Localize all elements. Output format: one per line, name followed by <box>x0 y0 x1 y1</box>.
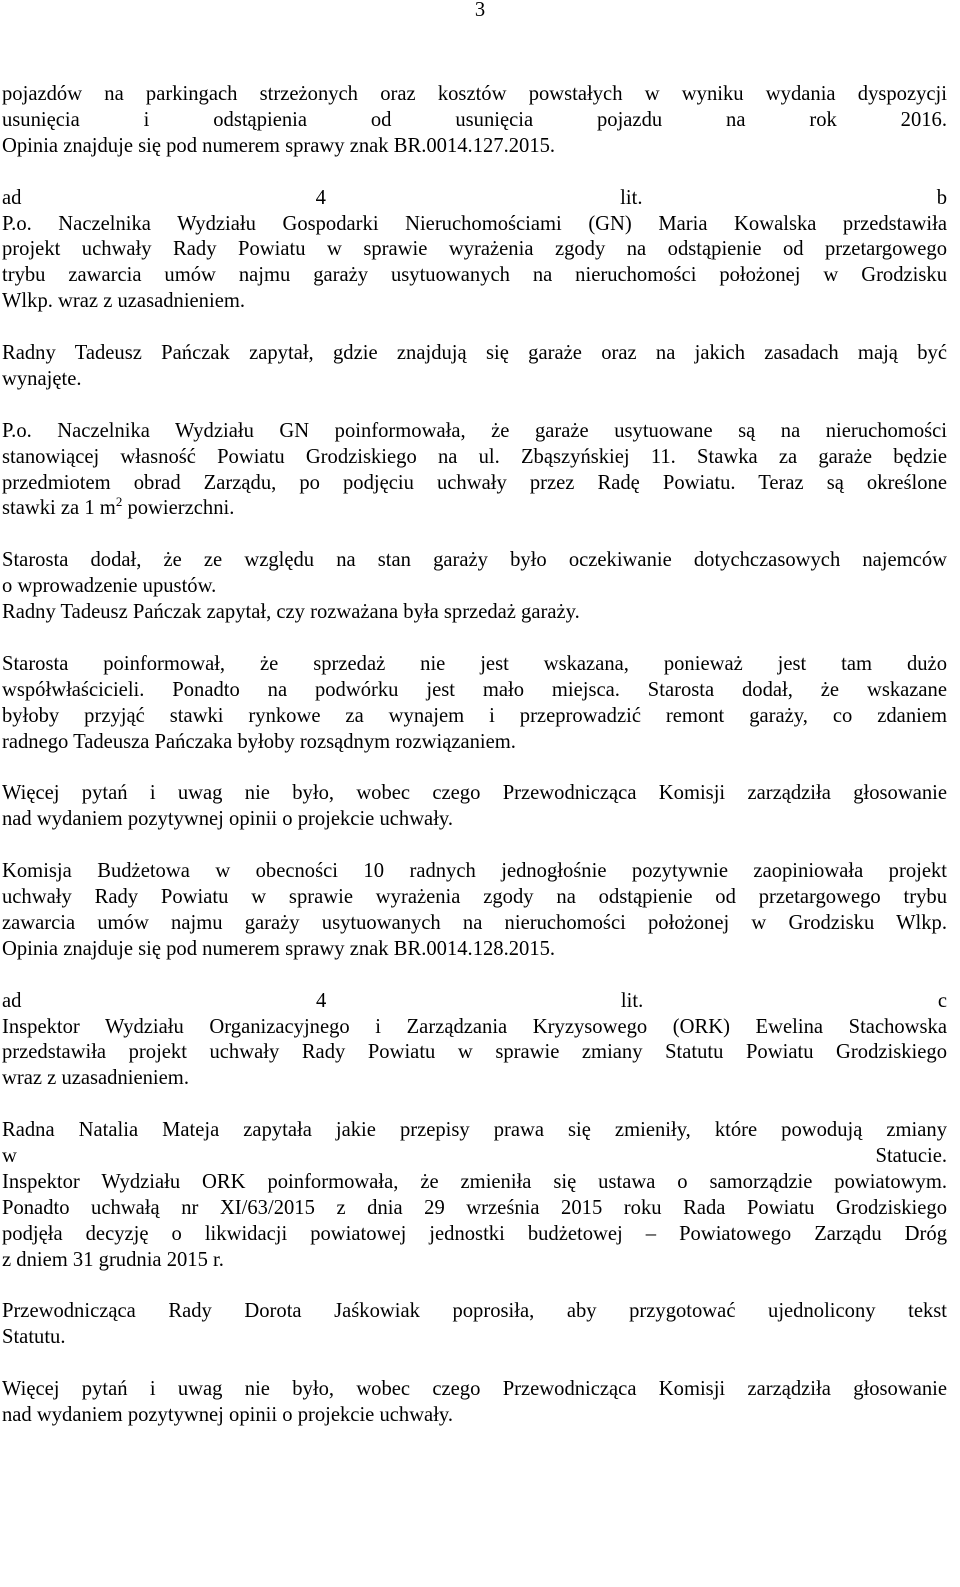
text-line: podjęła decyzję o likwidacji powiatowej jednostki budżetowej – Powiatowego Zarządu Dróg <box>2 1222 947 1245</box>
text-line: nad wydaniem pozytywnej opinii o projekcie uchwały. <box>2 1404 454 1427</box>
text-fragment: powierzchni. <box>122 497 235 520</box>
superscript: 2 <box>115 494 123 510</box>
paragraph <box>2 1118 947 1273</box>
text-line: uchwały Rady Powiatu w sprawie wyrażenia zgody na odstąpienie od przetargowego trybu <box>2 885 947 908</box>
text-line: ad 4 lit. c <box>2 989 947 1012</box>
text-line <box>2 496 947 522</box>
text-fragment: stawki za 1 m <box>2 497 116 520</box>
text-line: zawarcia umów najmu garaży usytuowanych na nieruchomości położonej w Grodzisku Wlkp. <box>2 911 947 934</box>
paragraph <box>2 652 947 756</box>
page-number: 3 <box>474 0 486 21</box>
text-line: Starosta poinformował, że sprzedaż nie jest wskazana, ponieważ jest tam dużo <box>2 652 947 675</box>
text-line: Opinia znajduje się pod numerem sprawy znak BR.0014.128.2015. <box>2 937 556 960</box>
paragraph <box>2 1377 947 1429</box>
text-line: projekt uchwały Rady Powiatu w sprawie wyrażenia zgody na odstąpienie od przetargowego <box>2 238 947 261</box>
paragraph <box>2 859 947 963</box>
text-line: Radny Tadeusz Pańczak zapytał, czy rozważana była sprzedaż garaży. <box>2 601 580 624</box>
text-line: w Statucie. <box>2 1145 947 1168</box>
text-line: Opinia znajduje się pod numerem sprawy znak BR.0014.127.2015. <box>2 134 556 157</box>
paragraph <box>2 1299 947 1351</box>
paragraph <box>2 82 947 160</box>
paragraph <box>2 186 947 316</box>
text-line: ad 4 lit. b <box>2 186 947 209</box>
paragraph <box>2 419 947 523</box>
text-line: Inspektor Wydziału Organizacyjnego i Zarządzania Kryzysowego (ORK) Ewelina Stachowska <box>2 1015 947 1038</box>
paragraph <box>2 341 947 393</box>
document-body <box>2 82 947 1455</box>
text-line: Komisja Budżetowa w obecności 10 radnych jednogłośnie pozytywnie zaopiniowała projekt <box>2 860 947 883</box>
text-line: P.o. Naczelnika Wydziału Gospodarki Nieruchomościami (GN) Maria Kowalska przedstawiła <box>2 212 947 235</box>
text-line: współwłaścicieli. Ponadto na podwórku jest mało miejsca. Starosta dodał, że wskazane <box>2 678 947 701</box>
text-line: P.o. Naczelnika Wydziału GN poinformowała, że garaże usytuowane są na nieruchomości <box>2 419 947 442</box>
text-line: nad wydaniem pozytywnej opinii o projekcie uchwały. <box>2 808 454 831</box>
text-line: wynajęte. <box>2 367 82 390</box>
text-line: przedstawiła projekt uchwały Rady Powiatu w sprawie zmiany Statutu Powiatu Grodziskiego <box>2 1041 947 1064</box>
paragraph <box>2 548 947 600</box>
text-line: Radna Natalia Mateja zapytała jakie przepisy prawa się zmieniły, które powodują zmiany <box>2 1119 947 1142</box>
text-line: Statutu. <box>2 1326 66 1349</box>
text-line: Wlkp. wraz z uzasadnieniem. <box>2 290 246 313</box>
paragraph <box>2 781 947 833</box>
text-line: Ponadto uchwałą nr XI/63/2015 z dnia 29 września 2015 roku Rada Powiatu Grodziskiego <box>2 1196 947 1219</box>
paragraph <box>2 600 947 626</box>
text-line: wraz z uzasadnieniem. <box>2 1067 189 1090</box>
text-line: przedmiotem obrad Zarządu, po podjęciu uchwały przez Radę Powiatu. Teraz są określone <box>2 471 947 494</box>
text-line: trybu zawarcia umów najmu garaży usytuowanych na nieruchomości położonej w Grodzisku <box>2 264 947 287</box>
text-line: Inspektor Wydziału ORK poinformowała, że zmieniła się ustawa o samorządzie powiatowym. <box>2 1170 947 1193</box>
text-line: z dniem 31 grudnia 2015 r. <box>2 1248 224 1271</box>
paragraph <box>2 989 947 1093</box>
text-line: byłoby przyjąć stawki rynkowe za wynajem i przeprowadzić remont garaży, co zdaniem <box>2 704 947 727</box>
text-line: Starosta dodał, że ze względu na stan garaży było oczekiwanie dotychczasowych najemców <box>2 549 947 572</box>
text-line: Przewodnicząca Rady Dorota Jaśkowiak poprosiła, aby przygotować ujednolicony tekst <box>2 1300 947 1323</box>
text-line: usunięcia i odstąpienia od usunięcia pojazdu na rok 2016. <box>2 108 947 131</box>
text-line: radnego Tadeusza Pańczaka byłoby rozsądnym rozwiązaniem. <box>2 730 516 753</box>
text-line: pojazdów na parkingach strzeżonych oraz kosztów powstałych w wyniku wydania dyspozycji <box>2 83 947 105</box>
text-line: o wprowadzenie upustów. <box>2 575 217 598</box>
text-line: stanowiącej własność Powiatu Grodziskiego na ul. Zbąszyńskiej 11. Stawka za garaże będzie <box>2 445 947 468</box>
text-line: Więcej pytań i uwag nie było, wobec czego Przewodnicząca Komisji zarządziła głosowanie <box>2 782 947 805</box>
text-line: Radny Tadeusz Pańczak zapytał, gdzie znajdują się garaże oraz na jakich zasadach mają być <box>2 342 947 365</box>
text-line: Więcej pytań i uwag nie było, wobec czego Przewodnicząca Komisji zarządziła głosowanie <box>2 1378 947 1401</box>
